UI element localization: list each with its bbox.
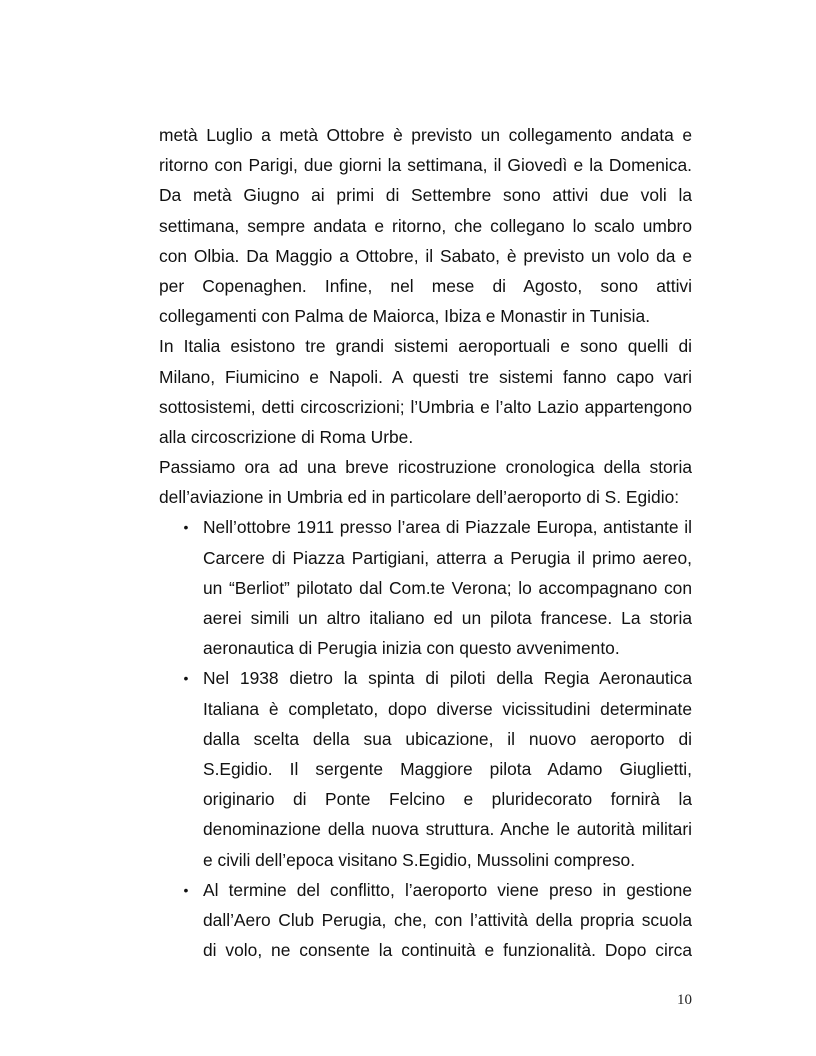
page-number: 10 (677, 992, 692, 1008)
bullet-icon: • (183, 881, 189, 898)
text-line: denominazione della nuova struttura. Anche le autorità militari (203, 819, 692, 840)
text-line: settimana, sempre andata e ritorno, che collegano lo scalo umbro (159, 215, 692, 236)
text-line: aerei simili un altro italiano ed un pilota francese. La storia (203, 608, 692, 628)
text-line: Italiana è completato, dopo diverse vicissitudini determinate (203, 698, 692, 719)
text-line: collegamenti con Palma de Maiorca, Ibiza e Monastir in Tunisia. (159, 306, 651, 327)
text-line: ritorno con Parigi, due giorni la settimana, il Giovedì e la Domenica. (159, 155, 692, 176)
text-line: aeronautica di Perugia inizia con questo avvenimento. (203, 638, 620, 659)
bullet-item (183, 875, 692, 966)
text-line: In Italia esistono tre grandi sistemi aeroportuali e sono quelli di (159, 336, 692, 357)
text-line: per Copenaghen. Infine, nel mese di Agosto, sono attivi (159, 275, 692, 296)
text-line: e civili dell’epoca visitano S.Egidio, Mussolini compreso. (203, 849, 636, 870)
page-body (159, 120, 692, 965)
bullet-icon: • (183, 670, 189, 687)
text-line: metà Luglio a metà Ottobre è previsto un collegamento andata e (159, 125, 692, 145)
text-line: Al termine del conflitto, l’aeroporto viene preso in gestione (203, 879, 692, 900)
text-line: dell’aviazione in Umbria ed in particolare dell’aeroporto di S. Egidio: (159, 487, 680, 508)
text-line: con Olbia. Da Maggio a Ottobre, il Sabato, è previsto un volo da e (159, 245, 692, 266)
paragraph-history-intro (159, 452, 692, 512)
text-line: Nell’ottobre 1911 presso l’area di Piazzale Europa, antistante il (203, 517, 692, 538)
text-line: Passiamo ora ad una breve ricostruzione cronologica della storia (159, 457, 692, 478)
paragraph-airport-systems (159, 331, 692, 452)
bullet-item (183, 663, 692, 874)
text-line: originario di Ponte Felcino e pluridecorato fornirà la (203, 789, 692, 810)
text-line: Carcere di Piazza Partigiani, atterra a Perugia il primo aereo, (203, 547, 692, 568)
text-line: Milano, Fiumicino e Napoli. A questi tre sistemi fanno capo vari (159, 366, 692, 387)
text-line: un “Berliot” pilotato dal Com.te Verona; lo accompagnano con (203, 577, 692, 598)
text-line: Nel 1938 dietro la spinta di piloti della Regia Aeronautica (203, 668, 692, 689)
text-line: sottosistemi, detti circoscrizioni; l’Umbria e l’alto Lazio appartengono (159, 396, 692, 417)
text-line: Da metà Giugno ai primi di Settembre sono attivi due voli la (159, 185, 692, 206)
bullet-icon: • (183, 519, 189, 536)
text-line: S.Egidio. Il sergente Maggiore pilota Adamo Giuglietti, (203, 758, 692, 779)
text-line: alla circoscrizione di Roma Urbe. (159, 426, 414, 447)
text-line: dalla scelta della sua ubicazione, il nuovo aeroporto di (203, 728, 692, 749)
text-line: di volo, ne consente la continuità e funzionalità. Dopo circa (203, 940, 692, 961)
paragraph-flights (159, 120, 692, 331)
text-line: dall’Aero Club Perugia, che, con l’attività della propria scuola (203, 909, 692, 930)
bullet-item (183, 512, 692, 663)
